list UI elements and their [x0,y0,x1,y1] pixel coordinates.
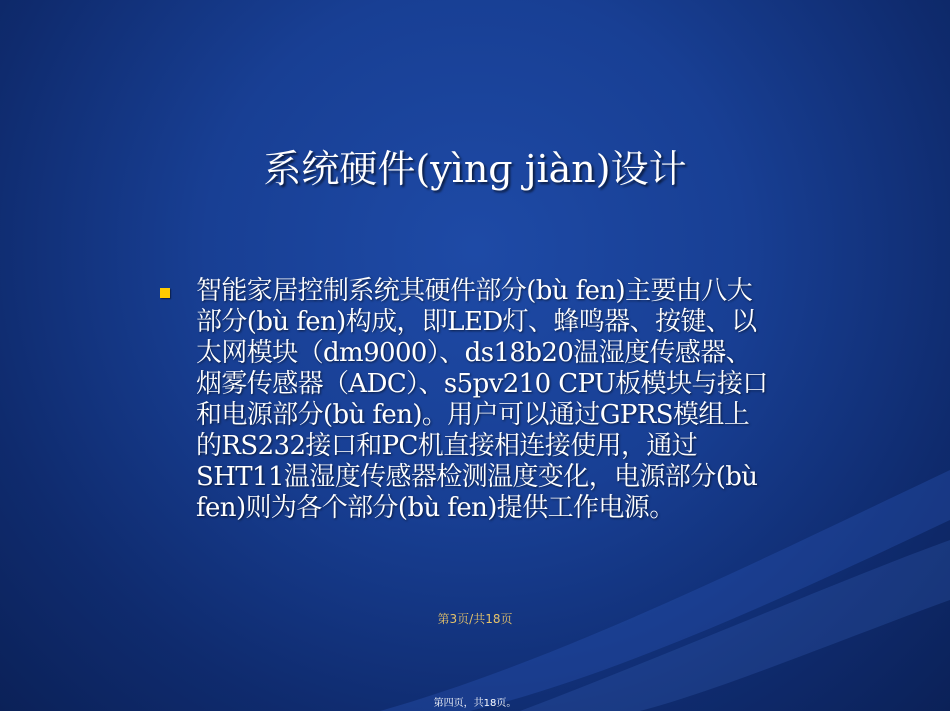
bullet-text: 智能家居控制系统其硬件部分(bù fen)主要由八大部分(bù fen)构成，即LED灯、蜂鸣器、按键、以太网模块（dm9000）、ds18b20温湿度传感器、烟雾传感器（ADC）、s5pv210 CPU板模块与接口和电源部分(bù fen)。用户可以通过GPRS模组上的RS232接口和PC机直接相连接使用，通过SHT11温湿度传感器检测温度变化，电源部分(bù fen)则为各个部分(bù fen)提供工作电源。 [196,276,768,523]
bullet-square-icon [160,288,170,298]
bullet-list [160,276,770,524]
footer-text: 第四页，共18页。 [433,698,517,709]
slide-title: 系统硬件(yìnɡ jiàn)设计 [263,147,687,191]
page-indicator: 第3页/共18页 [437,612,513,626]
